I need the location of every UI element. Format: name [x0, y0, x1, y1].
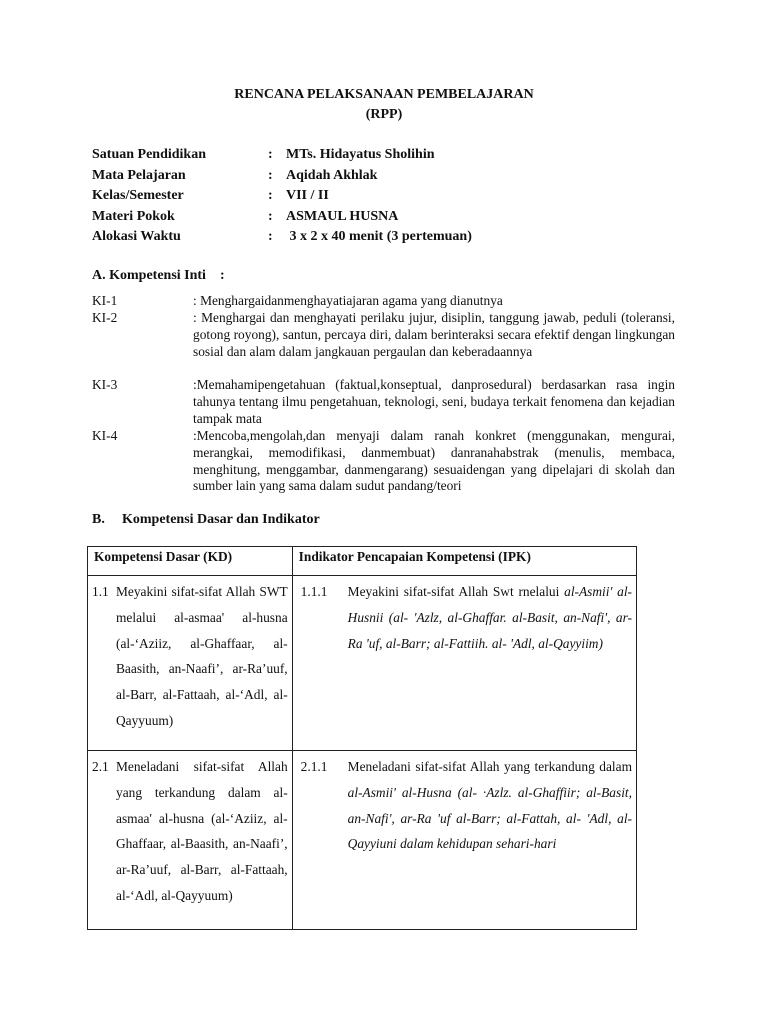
ipk-text-plain: Meneladani sifat-sifat Allah yang terkandung dalam: [347, 759, 632, 774]
section-b-number: B.: [92, 512, 105, 527]
section-a-heading: [92, 268, 225, 284]
identity-row-subject: [92, 168, 472, 189]
section-b-title: Kompetensi Dasar dan Indikator: [122, 512, 320, 527]
table-header-ipk: Indikator Pencapaian Kompetensi (IPK): [292, 547, 636, 576]
identity-row-topic: [92, 209, 472, 230]
ipk-text-italic: al-Asmii' al-Husnii (al- 'Azlz, al-Ghaffar. al-Basit, an-Nafi', ar-Ra 'uf, al-Barr; al-Fattiih. al- 'Adl, al-Qayyiim): [347, 584, 633, 651]
document-title: RENCANA PELAKSANAAN PEMBELAJARAN: [234, 87, 534, 102]
identity-colon: :: [268, 167, 273, 183]
ki-label: KI-4: [92, 428, 118, 443]
section-b-heading: [92, 512, 320, 528]
identity-colon: :: [268, 147, 273, 162]
ipk-text: [348, 754, 632, 857]
table-row: [88, 576, 637, 751]
identity-colon: :: [268, 208, 273, 224]
table-header-kd: Kompetensi Dasar (KD): [88, 547, 293, 576]
ipk-text-italic: al-Asmii' al-Husna (al- ·Azlz. al-Ghaffiir; al-Basit, an-Nafi', ar-Ra 'uf al-Barr; al-Fattah, al- 'Adl, al-Qayyiuni dalam kehidupan sehari-hari: [347, 784, 632, 852]
identity-value: 3 x 2 x 40 menit (3 pertemuan): [286, 229, 472, 244]
identity-value: VII / II: [286, 188, 329, 203]
section-a-colon: :: [219, 268, 225, 283]
table-row: [88, 751, 637, 930]
kd-text: Meyakini sifat-sifat Allah SWT melalui al-asmaa' al-husna (al-‘Aziiz, al-Ghaffaar, al- Baasith, an-Naafi’, ar-Ra’uuf, al-Barr, al-Fattaah, al-‘Adl, al-Qayyuum): [116, 584, 288, 728]
ki-text: : Menghargai dan menghayati perilaku jujur, disiplin, tanggung jawab, peduli (toleransi, gotong royong), santun, percaya diri, dalam berinteraksi secara efektif dengan lingkungan sosial dan alam dalam jangkauan pergaulan dan keberadaannya: [193, 310, 675, 359]
kd-ipk-table: [87, 546, 637, 930]
document-subtitle: (RPP): [365, 107, 403, 122]
identity-row-class: [92, 188, 472, 209]
ki-text: :Mencoba,mengolah,dan menyaji dalam ranah konkret (menggunakan, mengurai, merangkai, memodifikasi, danmembuat) danranahabstrak (menulis, membaca, menghitung, menggambar, danmengarang) sesuaidengan yang dipelajari di skolah dan sumber lain yang sama dalam sudut pandang/teori: [193, 428, 675, 494]
ki-label: KI-1: [92, 293, 118, 308]
ipk-cell: [292, 751, 636, 930]
identity-value: ASMAUL HUSNA: [286, 208, 399, 224]
kd-cell: [88, 576, 293, 751]
identity-label: Kelas/Semester: [92, 188, 184, 203]
ki-label: KI-2: [92, 310, 118, 325]
section-a-title: A. Kompetensi Inti: [92, 268, 206, 283]
identity-colon: :: [268, 188, 273, 203]
identity-block: [92, 147, 472, 250]
ipk-number: 2.1.1: [300, 759, 328, 774]
ki-text: :Memahamipengetahuan (faktual,konseptual, danprosedural) berdasarkan rasa ingin tahunya tentang ilmu pengetahuan, teknologi, seni, budaya terkait fenomena dan kejadian tampak mata: [193, 377, 675, 426]
identity-label: Satuan Pendidikan: [92, 147, 206, 162]
identity-label: Alokasi Waktu: [92, 229, 181, 244]
table-header-row: [88, 547, 637, 576]
ipk-number: 1.1.1: [300, 584, 328, 599]
identity-row-school: [92, 147, 472, 168]
identity-row-time: [92, 229, 472, 250]
identity-label: Mata Pelajaran: [92, 167, 186, 183]
kd-cell: [88, 751, 293, 930]
kd-number: 2.1: [92, 759, 109, 774]
ki-label: KI-3: [92, 377, 118, 392]
ki-text: : Menghargaidanmenghayatiajaran agama yang dianutnya: [193, 293, 503, 308]
ipk-text-plain: Meyakini sifat-sifat Allah Swt rnelalui: [347, 584, 565, 599]
ipk-text: [348, 579, 632, 656]
identity-value: Aqidah Akhlak: [286, 167, 378, 183]
kd-number: 1.1: [92, 584, 109, 599]
identity-label: Materi Pokok: [92, 208, 175, 224]
ipk-cell: [292, 576, 636, 751]
identity-value: MTs. Hidayatus Sholihin: [286, 147, 435, 162]
kd-text: Meneladani sifat-sifat Allah yang terkandung dalam al-asmaa' al-husna (al-‘Aziiz, al- Ghaffaar, al-Baasith, an-Naafi’, ar-Ra’uuf, al-Barr, al-Fattaah, al-‘Adl, al-Qayyuum): [116, 759, 288, 903]
identity-colon: :: [268, 229, 273, 244]
